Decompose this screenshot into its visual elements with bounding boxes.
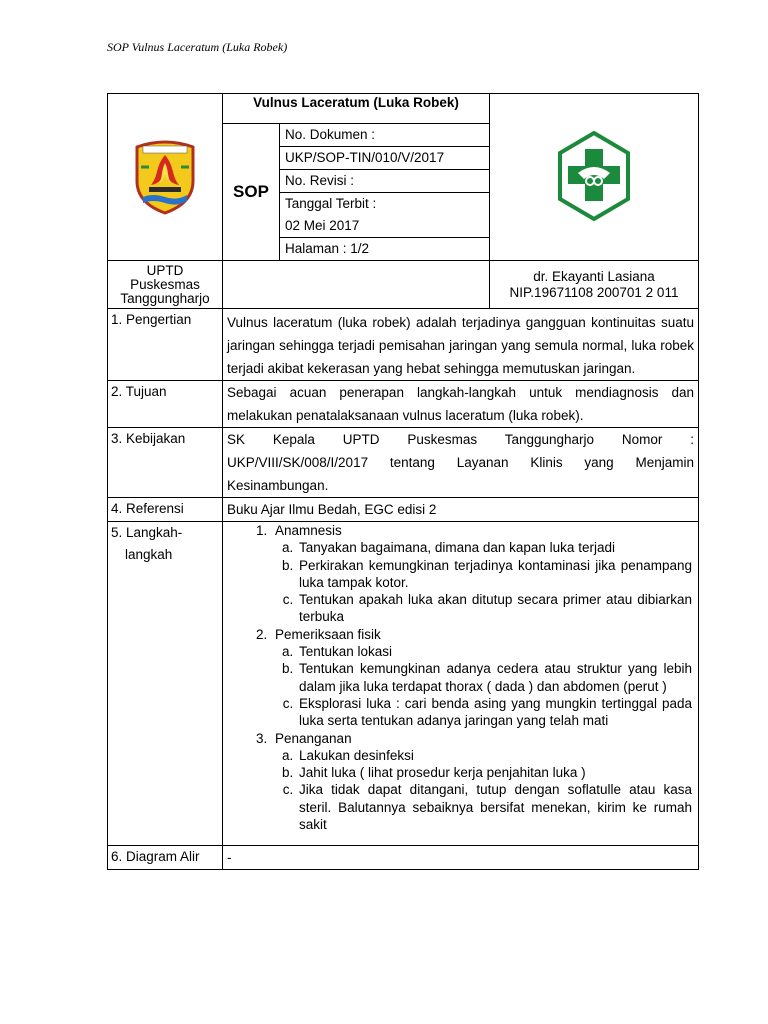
issue-date (280, 193, 490, 238)
revision-label: No. Revisi : (280, 170, 490, 193)
step-subitem: c. Jika tidak dapat ditangani, tutup dengan soflatulle atau kasa steril. Balutannya sebaiknya bersifat menekan, kirim ke rumah sakit (297, 781, 692, 833)
step-item (271, 626, 692, 730)
left-logo-cell (108, 94, 223, 261)
step-title: Pemeriksaan fisik (275, 626, 381, 642)
page-info: Halaman : 1/2 (280, 238, 490, 261)
signer-name: dr. Ekayanti Lasiana (533, 268, 655, 284)
step-subitem: c. Eksplorasi luka : cari benda asing yang mungkin tertinggal pada luka serta tentukan adanya jaringan yang telah mati (297, 695, 692, 730)
diagram-text: - (223, 846, 699, 870)
referensi-label: 4. Referensi (108, 498, 223, 522)
uptd-line-1: UPTD (146, 263, 184, 278)
steps-list (223, 522, 698, 845)
diagram-label: 6. Diagram Alir (108, 846, 223, 870)
doc-number-value: UKP/SOP-TIN/010/V/2017 (280, 147, 490, 170)
step-subitem: a. Tentukan lokasi (297, 643, 692, 660)
step-sublist (275, 643, 692, 729)
document-title: Vulnus Laceratum (Luka Robek) (223, 94, 490, 124)
running-head: SOP Vulnus Laceratum (Luka Robek) (107, 40, 288, 54)
pengertian-label: 1. Pengertian (108, 309, 223, 381)
doc-number-label: No. Dokumen : (280, 124, 490, 147)
langkah-label (108, 522, 223, 846)
langkah-label-line-2: langkah (125, 547, 173, 562)
uptd-cell (108, 261, 223, 309)
issue-date-value: 02 Mei 2017 (285, 218, 360, 233)
step-title: Penanganan (275, 730, 352, 746)
signer-nip: NIP.19671108 200701 2 011 (509, 284, 679, 300)
sop-label: SOP (223, 124, 280, 261)
langkah-label-line-1: 5. Langkah- (111, 525, 183, 540)
step-subitem: c. Tentukan apakah luka akan ditutup secara primer atau dibiarkan terbuka (297, 591, 692, 626)
tujuan-label: 2. Tujuan (108, 381, 223, 428)
langkah-content (223, 522, 699, 846)
step-title: Anamnesis (275, 523, 342, 538)
step-sublist (275, 747, 692, 833)
right-logo-cell (490, 94, 699, 261)
step-subitem: b. Perkirakan kemungkinan terjadinya kontaminasi jika penampang luka tampak kotor. (297, 557, 692, 592)
sop-table (107, 93, 699, 870)
kebijakan-label: 3. Kebijakan (108, 428, 223, 498)
puskesmas-green-cross-logo (558, 131, 630, 221)
step-subitem: b. Jahit luka ( lihat prosedur kerja penjahitan luka ) (297, 764, 692, 781)
step-item (271, 730, 692, 834)
uptd-line-3: Tanggungharjo (120, 291, 210, 306)
step-sublist (275, 539, 692, 625)
signature-cell (490, 261, 699, 309)
step-subitem: b. Tentukan kemungkinan adanya cedera atau struktur yang lebih dalam jika luka terdapat thorax ( dada ) dan abdomen (perut ) (297, 660, 692, 695)
step-item (271, 522, 692, 626)
kebijakan-text: SK Kepala UPTD Puskesmas Tanggungharjo Nomor : UKP/VIII/SK/008/I/2017 tentang Layanan Klinis yang Menjamin Kesinambungan. (223, 428, 699, 498)
regency-crest-logo (133, 137, 197, 215)
step-subitem: a. Tanyakan bagaimana, dimana dan kapan luka terjadi (297, 539, 692, 556)
blank-cell (223, 261, 490, 309)
issue-date-label: Tanggal Terbit : (285, 196, 377, 211)
uptd-line-2: Puskesmas (130, 277, 200, 292)
referensi-text: Buku Ajar Ilmu Bedah, EGC edisi 2 (223, 498, 699, 522)
pengertian-text: Vulnus laceratum (luka robek) adalah terjadinya gangguan kontinuitas suatu jaringan sehingga terjadi pemisahan jaringan yang semula normal, luka robek terjadi akibat kekerasan yang hebat sehingga memutuskan jaringan. (223, 309, 699, 381)
tujuan-text: Sebagai acuan penerapan langkah-langkah untuk mendiagnosis dan melakukan penatalaksanaan vulnus laceratum (luka robek). (223, 381, 699, 428)
step-subitem: a. Lakukan desinfeksi (297, 747, 692, 764)
